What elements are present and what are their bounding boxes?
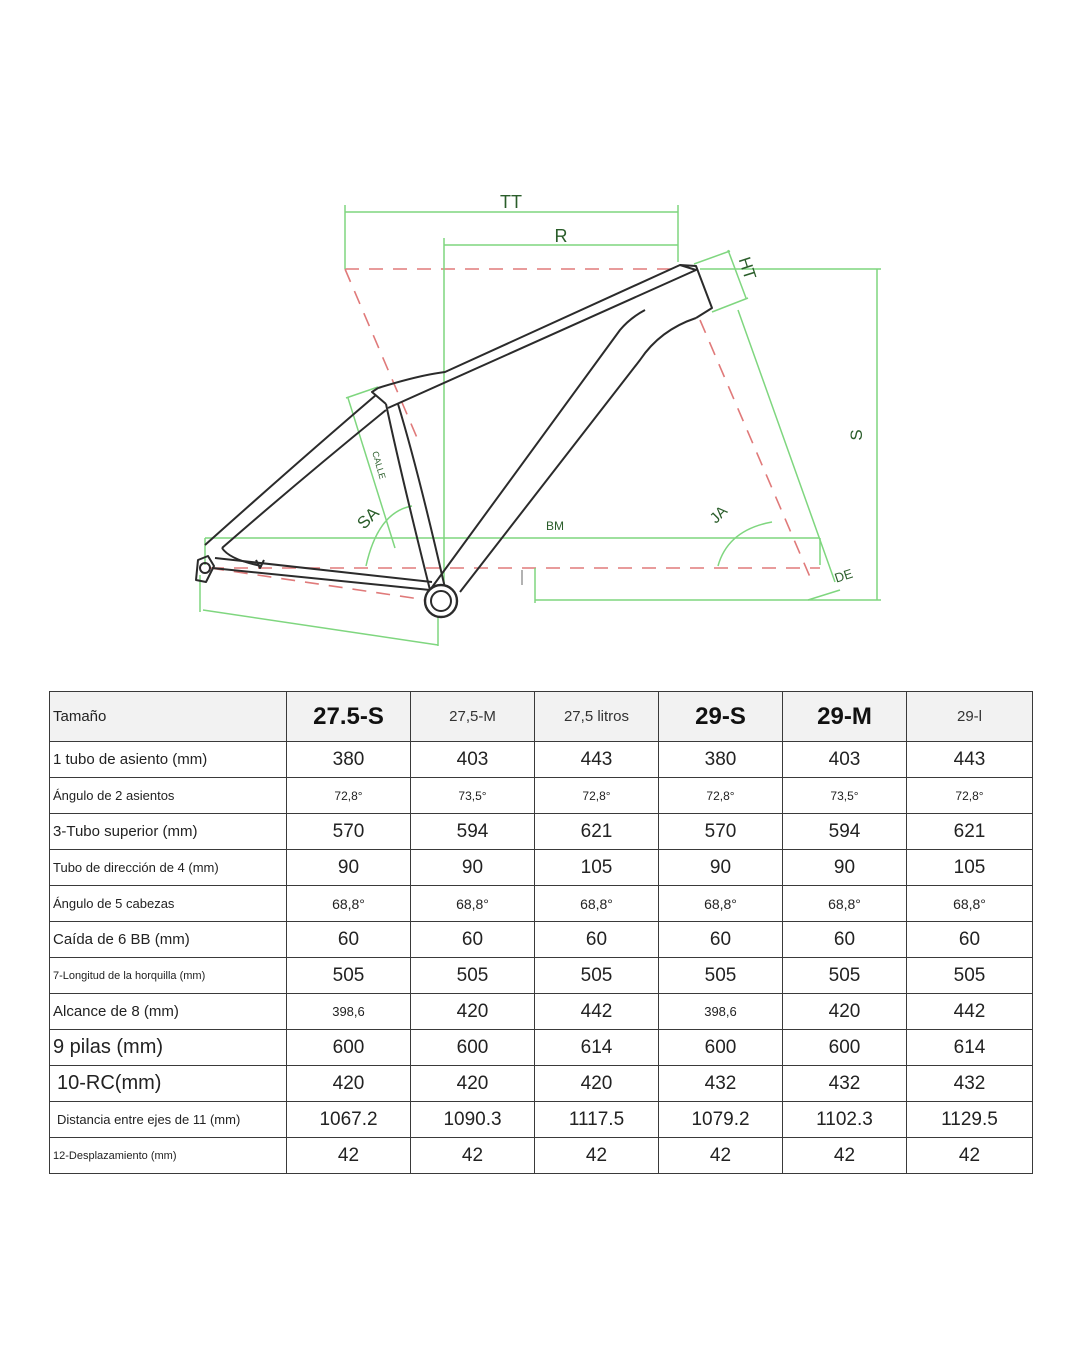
table-cell: 68,8° <box>783 886 907 922</box>
table-cell: 42 <box>907 1138 1033 1174</box>
table-cell: 72,8° <box>907 778 1033 814</box>
table-row <box>50 886 1033 922</box>
table-cell: 42 <box>783 1138 907 1174</box>
row-label: 12-Desplazamiento (mm) <box>50 1138 287 1174</box>
table-cell: 505 <box>287 958 411 994</box>
table-cell: 105 <box>907 850 1033 886</box>
table-cell: 398,6 <box>659 994 783 1030</box>
table-cell: 443 <box>535 742 659 778</box>
table-cell: 1090.3 <box>411 1102 535 1138</box>
table-cell: 60 <box>287 922 411 958</box>
table-cell: 68,8° <box>535 886 659 922</box>
table-header-row <box>50 692 1033 742</box>
tt-label: TT <box>500 192 522 212</box>
row-label: Ángulo de 2 asientos <box>50 778 287 814</box>
row-label: 9 pilas (mm) <box>50 1030 287 1066</box>
table-cell: 403 <box>411 742 535 778</box>
table-cell: 73,5° <box>411 778 535 814</box>
table-cell: 505 <box>535 958 659 994</box>
table-cell: 1067.2 <box>287 1102 411 1138</box>
table-cell: 72,8° <box>287 778 411 814</box>
size-header-label: Tamaño <box>50 692 287 742</box>
stack-label: S <box>847 429 866 441</box>
table-cell: 505 <box>783 958 907 994</box>
table-cell: 442 <box>907 994 1033 1030</box>
table-cell: 420 <box>411 1066 535 1102</box>
reach-label: R <box>554 226 568 246</box>
table-cell: 398,6 <box>287 994 411 1030</box>
table-cell: 90 <box>411 850 535 886</box>
table-row <box>50 742 1033 778</box>
table-row <box>50 1138 1033 1174</box>
table-cell: 600 <box>287 1030 411 1066</box>
table-cell: 432 <box>659 1066 783 1102</box>
table-cell: 60 <box>411 922 535 958</box>
table-row <box>50 958 1033 994</box>
table-cell: 42 <box>287 1138 411 1174</box>
head-angle-arc <box>718 522 772 566</box>
centerlines <box>210 269 820 602</box>
row-label: Tubo de dirección de 4 (mm) <box>50 850 287 886</box>
size-column-header: 27,5-M <box>411 692 535 742</box>
table-cell: 68,8° <box>659 886 783 922</box>
table-cell: 621 <box>535 814 659 850</box>
bottom-bracket <box>425 585 457 617</box>
table-row <box>50 1102 1033 1138</box>
de-label: DE <box>832 565 855 586</box>
size-column-header: 29-l <box>907 692 1033 742</box>
row-label: Alcance de 8 (mm) <box>50 994 287 1030</box>
head-angle-label: JA <box>706 502 732 528</box>
row-label: 1 tubo de asiento (mm) <box>50 742 287 778</box>
table-cell: 403 <box>783 742 907 778</box>
table-cell: 594 <box>783 814 907 850</box>
table-cell: 42 <box>411 1138 535 1174</box>
frame-outline <box>196 265 712 592</box>
size-column-header: 29-M <box>783 692 907 742</box>
table-cell: 594 <box>411 814 535 850</box>
table-cell: 380 <box>659 742 783 778</box>
table-row <box>50 850 1033 886</box>
table-cell: 90 <box>287 850 411 886</box>
table-cell: 443 <box>907 742 1033 778</box>
table-row <box>50 1066 1033 1102</box>
row-label: 7-Longitud de la horquilla (mm) <box>50 958 287 994</box>
table-cell: 1117.5 <box>535 1102 659 1138</box>
table-cell: 600 <box>783 1030 907 1066</box>
dimension-lines <box>200 205 881 646</box>
ht-label: HT <box>734 254 760 283</box>
table-cell: 72,8° <box>535 778 659 814</box>
table-cell: 68,8° <box>287 886 411 922</box>
table-cell: 380 <box>287 742 411 778</box>
table-cell: 570 <box>287 814 411 850</box>
table-cell: 420 <box>535 1066 659 1102</box>
table-cell: 60 <box>783 922 907 958</box>
head-tube <box>680 265 712 318</box>
table-cell: 614 <box>535 1030 659 1066</box>
chainstay-line <box>210 568 440 602</box>
table-cell: 60 <box>907 922 1033 958</box>
top-tube <box>378 265 696 408</box>
table-cell: 1129.5 <box>907 1102 1033 1138</box>
table-cell: 68,8° <box>411 886 535 922</box>
table-row <box>50 814 1033 850</box>
table-cell: 442 <box>535 994 659 1030</box>
bm-label: BM <box>546 519 564 533</box>
calle-label: CALLE <box>370 450 388 481</box>
table-cell: 614 <box>907 1030 1033 1066</box>
table-cell: 621 <box>907 814 1033 850</box>
row-label: Ángulo de 5 cabezas <box>50 886 287 922</box>
table-cell: 600 <box>411 1030 535 1066</box>
table-cell: 90 <box>783 850 907 886</box>
table-cell: 90 <box>659 850 783 886</box>
table-cell: 1079.2 <box>659 1102 783 1138</box>
table-cell: 60 <box>659 922 783 958</box>
table-row <box>50 922 1033 958</box>
row-label: 3-Tubo superior (mm) <box>50 814 287 850</box>
seat-angle-label: SA <box>353 503 383 533</box>
geometry-table <box>49 691 1033 1174</box>
table-cell: 105 <box>535 850 659 886</box>
table-cell: 68,8° <box>907 886 1033 922</box>
table-row <box>50 778 1033 814</box>
size-column-header: 29-S <box>659 692 783 742</box>
table-cell: 432 <box>783 1066 907 1102</box>
size-column-header: 27,5 litros <box>535 692 659 742</box>
table-cell: 60 <box>535 922 659 958</box>
table-cell: 600 <box>659 1030 783 1066</box>
table-cell: 505 <box>907 958 1033 994</box>
table-cell: 42 <box>659 1138 783 1174</box>
table-cell: 570 <box>659 814 783 850</box>
row-label: Distancia entre ejes de 11 (mm) <box>50 1102 287 1138</box>
table-cell: 420 <box>783 994 907 1030</box>
table-cell: 505 <box>411 958 535 994</box>
chainstay-dimension-line <box>203 610 438 645</box>
offset-dimension-line <box>808 590 840 600</box>
table-cell: 505 <box>659 958 783 994</box>
seat-stay <box>205 395 376 545</box>
table-cell: 420 <box>287 1066 411 1102</box>
table-cell: 432 <box>907 1066 1033 1102</box>
row-label: 10-RC(mm) <box>50 1066 287 1102</box>
table-cell: 1102.3 <box>783 1102 907 1138</box>
table-cell: 72,8° <box>659 778 783 814</box>
size-column-header: 27.5-S <box>287 692 411 742</box>
table-cell: 420 <box>411 994 535 1030</box>
table-row <box>50 994 1033 1030</box>
row-label: Caída de 6 BB (mm) <box>50 922 287 958</box>
table-cell: 73,5° <box>783 778 907 814</box>
table-cell: 42 <box>535 1138 659 1174</box>
table-row <box>50 1030 1033 1066</box>
